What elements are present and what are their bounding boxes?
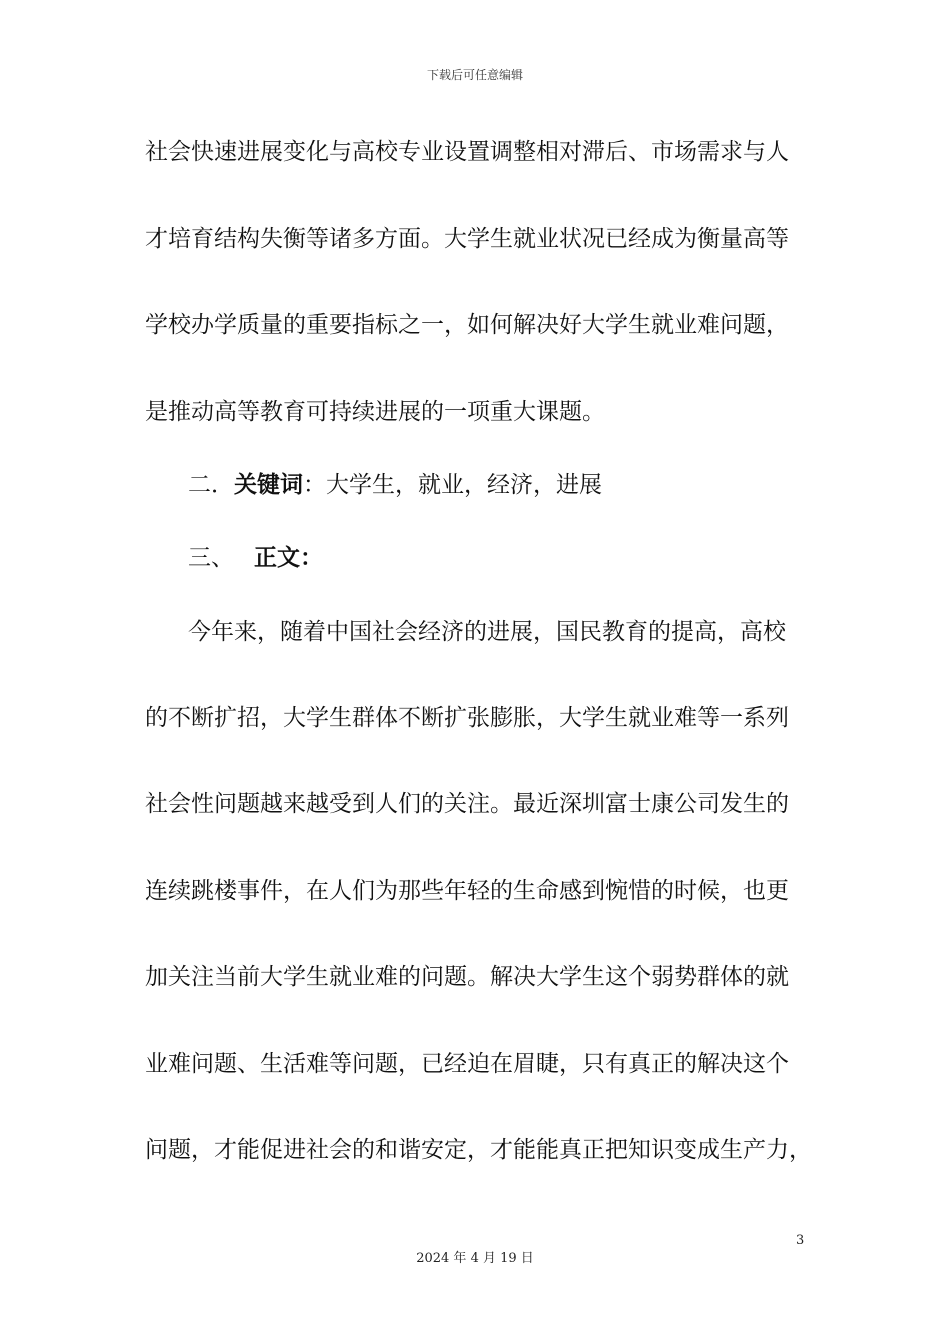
- main-text-line: 问题，才能促进社会的和谐安定，才能能真正把知识变成生产力，: [145, 1137, 812, 1163]
- keywords-colon: ：: [303, 472, 326, 498]
- paragraph-line: 才培育结构失衡等诸多方面。大学生就业状况已经成为衡量高等: [145, 226, 789, 252]
- paragraph-line: 是推动高等教育可持续进展的一项重大课题。: [145, 399, 605, 425]
- main-text-line: 的不断扩招，大学生群体不断扩张膨胀，大学生就业难等一系列: [145, 705, 789, 731]
- paragraph-line: 学校办学质量的重要指标之一，如何解决好大学生就业难问题，: [145, 312, 789, 338]
- keywords-prefix: 二．: [188, 472, 234, 498]
- main-text-line: 社会性问题越来越受到人们的关注。最近深圳富士康公司发生的: [145, 791, 789, 817]
- keywords-label: 关键词: [234, 472, 303, 498]
- page-number: 3: [796, 1233, 805, 1248]
- section-label: 正文：: [254, 545, 323, 571]
- footer-date: 2024 年 4 月 19 日: [416, 1251, 534, 1266]
- keywords-line: [188, 470, 602, 500]
- section-heading: [188, 543, 323, 573]
- keywords-terms: 大学生，就业，经济，进展: [326, 472, 602, 498]
- paragraph-line: 社会快速进展变化与高校专业设置调整相对滞后、市场需求与人: [145, 139, 789, 165]
- main-text-line: 今年来，随着中国社会经济的进展，国民教育的提高，高校: [188, 619, 786, 645]
- main-text-line: 业难问题、生活难等问题，已经迫在眉睫，只有真正的解决这个: [145, 1051, 789, 1077]
- section-number: 三、: [188, 545, 234, 571]
- page-header: 下载后可任意编辑: [426, 68, 523, 82]
- main-text-line: 加关注当前大学生就业难的问题。解决大学生这个弱势群体的就: [145, 964, 789, 990]
- main-text-line: 连续跳楼事件，在人们为那些年轻的生命感到惋惜的时候，也更: [145, 878, 789, 904]
